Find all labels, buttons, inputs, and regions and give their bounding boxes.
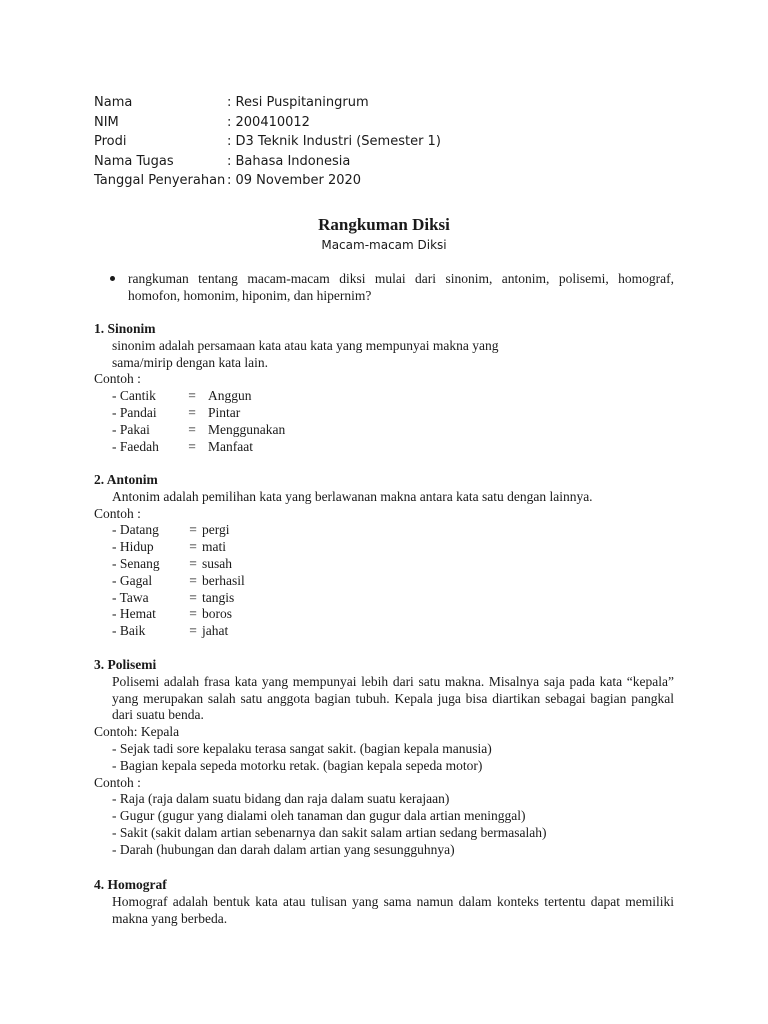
identity-row-tanggal	[94, 171, 441, 191]
example-line: - Gugur (gugur yang dialami oleh tanaman dan gugur dala artian meninggal)	[112, 808, 526, 824]
identity-value: : Bahasa Indonesia	[227, 153, 351, 169]
pair-meaning: tangis	[202, 589, 235, 605]
pair-equals: =	[188, 421, 196, 437]
example-pair	[94, 606, 674, 623]
contoh-label: Contoh :	[94, 774, 141, 790]
pair-term: - Tawa	[112, 589, 149, 605]
pair-equals: =	[189, 623, 197, 639]
pair-term: - Faedah	[112, 438, 159, 454]
section-sinonim	[94, 321, 674, 455]
example-pair	[94, 422, 674, 439]
pair-equals: =	[188, 438, 196, 454]
pair-equals: =	[189, 572, 197, 588]
example-pair	[94, 539, 674, 556]
section-heading: 4. Homograf	[94, 877, 167, 892]
identity-value: : 200410012	[227, 114, 310, 130]
example-line: - Sakit (sakit dalam artian sebenarnya dan sakit salam artian sedang bermasalah)	[112, 824, 547, 840]
pair-meaning: boros	[202, 606, 232, 622]
example-line: - Darah (hubungan dan darah dalam artian yang sesungguhnya)	[112, 841, 455, 857]
section-homograf	[94, 877, 674, 927]
example-line: - Raja (raja dalam suatu bidang dan raja dalam suatu kerajaan)	[112, 791, 450, 807]
identity-label: Tanggal Penyerahan	[94, 173, 226, 188]
example-pair	[94, 388, 674, 405]
pair-meaning: mati	[202, 539, 226, 555]
example-pair	[94, 522, 674, 539]
identity-value: : D3 Teknik Industri (Semester 1)	[227, 134, 441, 149]
example-pair	[94, 590, 674, 607]
pair-equals: =	[189, 606, 197, 622]
intro-bullet	[110, 270, 674, 304]
contoh-kepala-label: Contoh: Kepala	[94, 724, 180, 740]
identity-label: Prodi	[94, 134, 127, 149]
pair-equals: =	[188, 404, 196, 420]
pair-meaning: Menggunakan	[208, 421, 286, 437]
bullet-icon	[110, 276, 115, 281]
pair-meaning: jahat	[202, 623, 229, 639]
pair-term: - Pandai	[112, 404, 157, 420]
section-definition: Homograf adalah bentuk kata atau tulisan yang sama namun dalam konteks tertentu dapat memiliki makna yang berbeda.	[112, 893, 674, 926]
identity-value: : 09 November 2020	[227, 173, 362, 188]
section-heading: 1. Sinonim	[94, 321, 156, 336]
pair-meaning: berhasil	[202, 572, 245, 588]
pair-equals: =	[188, 388, 196, 404]
example-pair	[94, 405, 674, 422]
pair-meaning: Manfaat	[208, 438, 253, 454]
example-pair	[94, 573, 674, 590]
document-title: Rangkuman Diksi	[318, 215, 450, 234]
intro-bullet-text: rangkuman tentang macam-macam diksi mulai dari sinonim, antonim, polisemi, homograf, homofon, homonim, hiponim, dan hipernim?	[128, 271, 674, 303]
pair-term: - Pakai	[112, 421, 150, 437]
example-pair	[94, 556, 674, 573]
section-definition: sama/mirip dengan kata lain.	[112, 354, 268, 370]
example-line: - Bagian kepala sepeda motorku retak. (bagian kepala sepeda motor)	[112, 757, 483, 773]
identity-label: Nama Tugas	[94, 153, 174, 169]
section-heading: 2. Antonim	[94, 472, 158, 487]
example-pair	[94, 623, 674, 640]
example-line: - Sejak tadi sore kepalaku terasa sangat sakit. (bagian kepala manusia)	[112, 740, 492, 756]
identity-label: NIM	[94, 114, 119, 130]
section-antonim	[94, 472, 674, 640]
section-heading: 3. Polisemi	[94, 657, 157, 672]
pair-equals: =	[189, 589, 197, 605]
identity-row-nim	[94, 113, 441, 133]
identity-row-nama-tugas	[94, 152, 441, 172]
pair-term: - Hemat	[112, 606, 156, 622]
contoh-label: Contoh :	[94, 505, 141, 521]
pair-equals: =	[189, 522, 197, 538]
section-definition: Polisemi adalah frasa kata yang mempunyai lebih dari satu makna. Misalnya saja pada kata “kepala” yang merupakan salah satu anggota bagian tubuh. Kepala juga bisa diartikan sebagai bagian pangkal dari suatu benda.	[112, 673, 674, 723]
section-definition: sinonim adalah persamaan kata atau kata yang mempunyai makna yang	[112, 337, 499, 353]
pair-term: - Hidup	[112, 539, 154, 555]
pair-term: - Cantik	[112, 388, 156, 404]
pair-equals: =	[189, 555, 197, 571]
student-identity-block	[94, 93, 441, 191]
document-subtitle: Macam-macam Diksi	[321, 238, 447, 252]
identity-row-nama	[94, 93, 441, 113]
contoh-label: Contoh :	[94, 371, 141, 387]
pair-meaning: susah	[202, 555, 232, 571]
pair-meaning: Pintar	[208, 404, 241, 420]
identity-label: Nama	[94, 95, 133, 110]
identity-value: : Resi Puspitaningrum	[227, 95, 369, 110]
pair-term: - Senang	[112, 555, 160, 571]
pair-term: - Datang	[112, 522, 159, 538]
pair-meaning: pergi	[202, 522, 230, 538]
section-polisemi	[94, 657, 674, 859]
pair-meaning: Anggun	[208, 388, 252, 404]
pair-term: - Gagal	[112, 572, 153, 588]
example-pair	[94, 439, 674, 456]
pair-term: - Baik	[112, 623, 146, 639]
identity-row-prodi	[94, 132, 441, 152]
section-definition: Antonim adalah pemilihan kata yang berlawanan makna antara kata satu dengan lainnya.	[112, 488, 593, 504]
pair-equals: =	[189, 539, 197, 555]
